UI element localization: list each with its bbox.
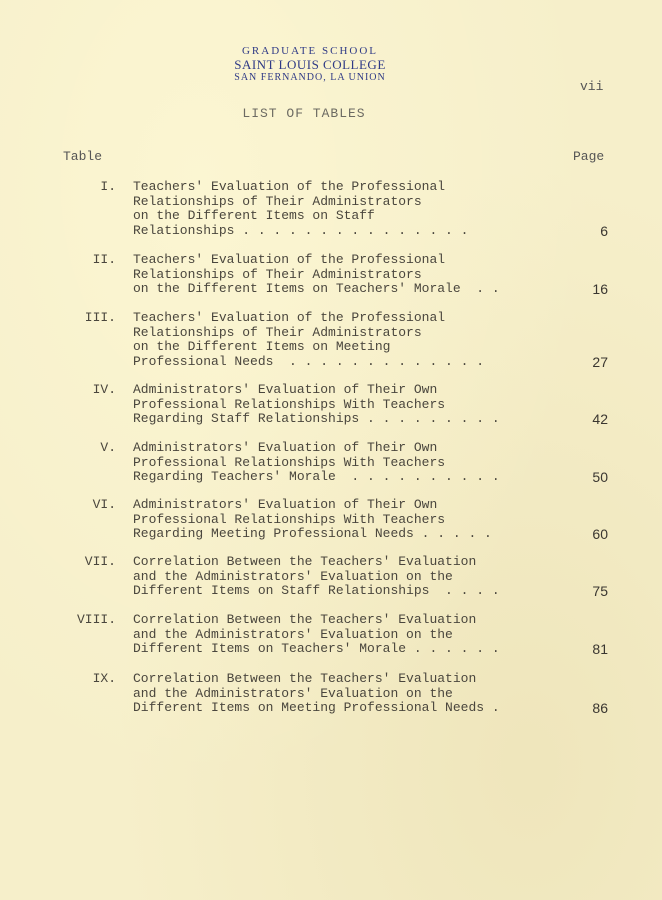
title-line: Relationships of Their Administrators [133,193,422,209]
table-title [133,613,563,657]
title-line: and the Administrators' Evaluation on the [133,626,453,642]
table-title [133,253,563,297]
title-line: Correlation Between the Teachers' Evaluation [133,612,477,627]
table-title [133,555,563,599]
title-line: Administrators' Evaluation of Their Own [133,382,438,397]
title-line: and the Administrators' Evaluation on the [133,685,453,701]
letterhead-school: GRADUATE SCHOOL [241,45,379,57]
table-title [133,441,563,485]
title-line: Correlation Between the Teachers' Evaluation [133,671,477,686]
table-number: I. [100,179,116,194]
title-line: Regarding Teachers' Morale . . . . . . . . . . [133,469,500,485]
table-number: IV. [92,382,116,397]
table-number: VII. [84,554,116,569]
table-number: VIII. [76,612,116,627]
table-title [133,311,563,369]
page-ref: 75 [592,583,608,599]
title-line: Different Items on Meeting Professional Needs . [133,700,500,716]
table-title [133,383,563,427]
title-line: Professional Relationships With Teachers [133,511,446,527]
title-line: Different Items on Teachers' Morale . . . . . . [133,641,500,657]
table-number: V. [100,440,116,455]
title-line: Professional Relationships With Teachers [133,454,446,470]
title-line: Correlation Between the Teachers' Evaluation [133,554,477,569]
title-line: Teachers' Evaluation of the Professional [133,310,446,325]
title-line: Relationships of Their Administrators [133,324,422,340]
title-line: Regarding Staff Relationships . . . . . . . . . [133,411,500,427]
page-ref: 27 [592,354,608,370]
table-number: VI. [92,497,116,512]
column-header-table: Table [63,149,103,164]
table-title [133,180,563,238]
title-line: Regarding Meeting Professional Needs . . . . . [133,526,492,542]
title-line: on the Different Items on Staff [133,208,375,224]
page-ref: 60 [592,526,608,542]
title-line: Administrators' Evaluation of Their Own [133,440,438,455]
table-number: II. [92,252,116,267]
title-line: Different Items on Staff Relationships . . . . [133,583,500,599]
page-ref: 86 [592,700,608,716]
title-line: Administrators' Evaluation of Their Own [133,497,438,512]
page-ref: 42 [592,411,608,427]
page-title: LIST OF TABLES [242,106,366,121]
page-ref: 81 [592,641,608,657]
title-line: Professional Needs . . . . . . . . . . . . . [133,353,485,369]
table-title [133,498,563,542]
table-title [133,672,563,716]
page-number: vii [580,79,604,94]
page-ref: 16 [592,281,608,297]
title-line: on the Different Items on Teachers' Morale . . [133,281,500,297]
letterhead-college: SAINT LOUIS COLLEGE [234,57,386,72]
letterhead-location: SAN FERNANDO, LA UNION [234,72,386,83]
title-line: and the Administrators' Evaluation on the [133,568,453,584]
page-ref: 50 [592,469,608,485]
title-line: Relationships . . . . . . . . . . . . . . . [133,222,469,238]
table-number: IX. [92,671,116,686]
title-line: on the Different Items on Meeting [133,339,391,355]
title-line: Relationships of Their Administrators [133,266,422,282]
title-line: Professional Relationships With Teachers [133,396,446,412]
title-line: Teachers' Evaluation of the Professional [133,252,446,267]
table-number: III. [84,310,116,325]
title-line: Teachers' Evaluation of the Professional [133,179,446,194]
page-ref: 6 [600,223,608,239]
column-header-page: Page [573,149,605,164]
